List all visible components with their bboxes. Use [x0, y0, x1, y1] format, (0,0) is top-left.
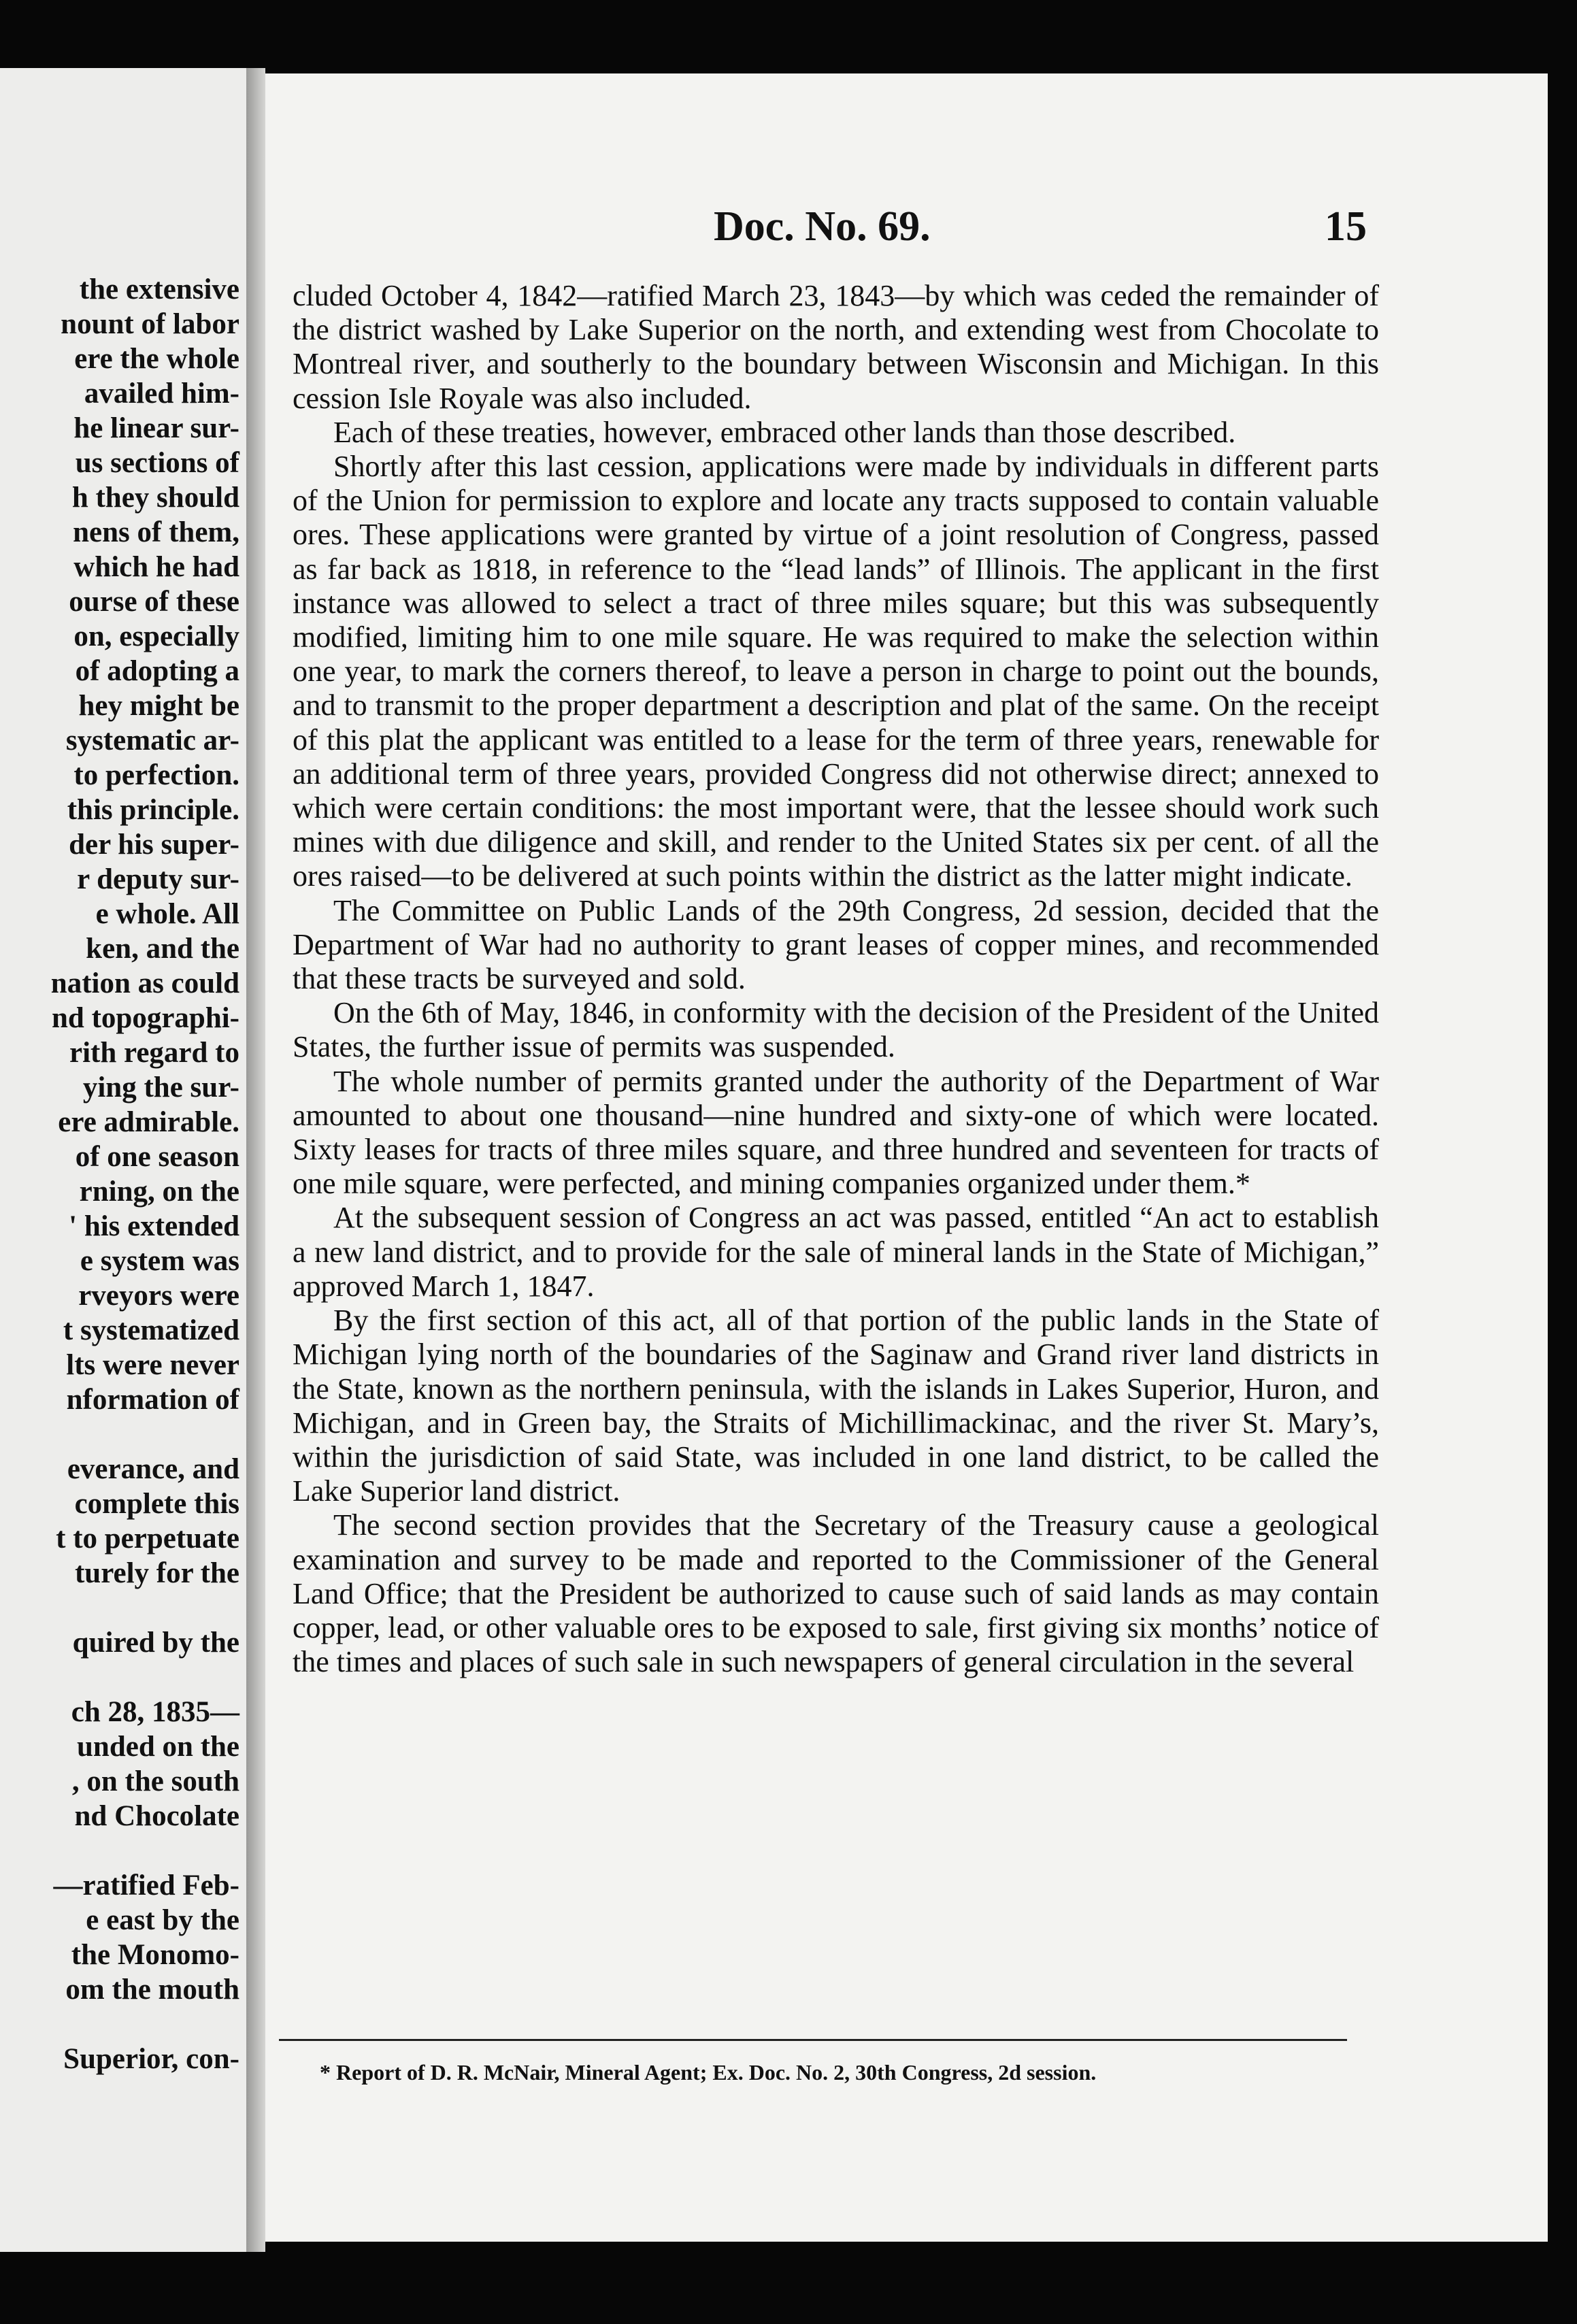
facing-page-line: nount of labor	[61, 308, 239, 340]
facing-page-line: quired by the	[72, 1627, 239, 1659]
facing-page-line: us sections of	[75, 447, 239, 479]
paragraph: cluded October 4, 1842—ratified March 23, 1843—by which was ceded the remainder of the district washed by Lake Superior on the north, and extending west from Chocolate to Montreal river, and southerly to the boundary between Wisconsin and Michigan. In this cession Isle Royale was also included.	[293, 279, 1379, 415]
facing-page-line: turely for the	[74, 1557, 239, 1589]
facing-page-line: ere admirable.	[58, 1106, 239, 1138]
facing-page-line: rning, on the	[79, 1176, 239, 1208]
paragraph: Each of these treaties, however, embraced other lands than those described.	[333, 415, 1236, 449]
paragraph: The second section provides that the Secretary of the Treasury cause a geological examination and survey to be made and reported to the Commissioner of the General Land Office; that the President be authorized to cause such of said lands as may contain copper, lead, or other valuable ores to be exposed to sale, first giving six months’ notice of the times and places of such sale in such newspapers of general circulation in the several	[293, 1508, 1379, 1679]
facing-page-blank-line	[0, 1660, 239, 1695]
facing-page-line: of adopting a	[75, 655, 239, 687]
facing-page-line: ourse of these	[69, 586, 239, 618]
facing-page-line: r deputy sur-	[77, 863, 239, 895]
facing-page-line: nd topographi-	[52, 1002, 239, 1034]
facing-page-line: , on the south	[71, 1765, 239, 1797]
facing-page-line: lts were never	[66, 1349, 239, 1381]
facing-page-line: he linear sur-	[73, 412, 239, 444]
facing-page-line: om the mouth	[65, 1974, 239, 2006]
facing-page-line: e system was	[80, 1245, 239, 1277]
facing-page-line: this principle.	[67, 794, 239, 826]
facing-page-line: on, especially	[73, 620, 239, 652]
paragraph: By the first section of this act, all of that portion of the public lands in the State of Michigan lying north of the boundaries of the Saginaw and Grand river land districts in the State, known as the northern peninsula, with the islands in Lakes Superior, Huron, and Michigan, and in Green bay, the Straits of Michillimackinac, and the river St. Mary’s, within the jurisdiction of said State, was included in one land district, to be called the Lake Superior land district.	[293, 1304, 1379, 1508]
paragraph: The Committee on Public Lands of the 29th Congress, 2d session, decided that the Department of War had no authority to grant leases of copper mines, and recommended that these tracts be surveyed and sold.	[293, 893, 1379, 996]
facing-page-line: ying the sur-	[82, 1072, 239, 1103]
document-title: Doc. No. 69.	[714, 203, 931, 250]
facing-page-text-column	[0, 272, 239, 2076]
paragraph: The whole number of permits granted under the authority of the Department of War amounted to about one thousand—nine hundred and sixty-one of which were located. Sixty leases for tracts of three miles square, and three hundred and seventeen for tracts of one mile square, were perfected, and mining companies organized under them.*	[293, 1064, 1379, 1201]
facing-page-line: of one season	[75, 1141, 239, 1173]
facing-page-line: nformation of	[66, 1384, 239, 1416]
facing-page-line: h they should	[71, 482, 239, 514]
footnote-rule	[279, 2039, 1347, 2041]
facing-page-line: nation as could	[50, 967, 239, 999]
facing-page-line: nd Chocolate	[74, 1800, 239, 1832]
facing-page-line: t to perpetuate	[56, 1523, 239, 1555]
facing-page-line: unded on the	[77, 1731, 239, 1763]
facing-page-left	[0, 68, 248, 2252]
facing-page-line: rith regard to	[69, 1037, 239, 1069]
facing-page-line: everance, and	[67, 1453, 239, 1485]
facing-page-line: the Monomo-	[71, 1939, 239, 1971]
facing-page-line: —ratified Feb-	[53, 1870, 239, 1902]
paragraph: On the 6th of May, 1846, in conformity with the decision of the President of the United States, the further issue of permits was suspended.	[293, 996, 1379, 1064]
facing-page-line: which he had	[73, 551, 239, 583]
paragraph: Shortly after this last cession, applications were made by individuals in different parts of the Union for permission to explore and locate any tracts supposed to contain valuable ores. These applications were granted by virtue of a joint resolution of Congress, passed as far back as 1818, in reference to the “lead lands” of Illinois. The applicant in the first instance was allowed to select a tract of three miles square; but this was subsequently modified, limiting him to one mile square. He was required to make the selection within one year, to mark the corners thereof, to leave a person in charge to point out the bounds, and to transmit to the proper department a description and plat of the same. On the receipt of this plat the applicant was entitled to a lease for the term of three years, renewable for an additional term of three years, provided Congress did not otherwise direct; annexed to which were certain conditions: the most important were, that the lessee should work such mines with due diligence and skill, and render to the United States six per cent. of all the ores raised—to be delivered at such points within the district as the latter might indicate.	[293, 450, 1379, 893]
facing-page-blank-line	[0, 1417, 239, 1452]
facing-page-line: ' his extended	[69, 1210, 239, 1242]
facing-page-line: ken, and the	[86, 933, 239, 965]
facing-page-line: der his super-	[69, 829, 239, 861]
book-gutter	[246, 68, 265, 2252]
paragraph: At the subsequent session of Congress an act was passed, entitled “An act to establish a new land district, and to provide for the sale of mineral lands in the State of Michigan,” approved March 1, 1847.	[293, 1201, 1379, 1303]
facing-page-line: to perfection.	[73, 759, 239, 791]
facing-page-blank-line	[0, 2007, 239, 2042]
facing-page-line: Superior, con-	[63, 2043, 239, 2075]
running-header	[265, 203, 1379, 257]
facing-page-line: t systematized	[63, 1314, 239, 1346]
facing-page-line: ere the whole	[74, 343, 239, 375]
facing-page-line: hey might be	[78, 690, 239, 722]
facing-page-line: complete this	[74, 1488, 239, 1520]
facing-page-line: rveyors were	[78, 1280, 239, 1312]
facing-page-line: e east by the	[86, 1904, 239, 1936]
facing-page-blank-line	[0, 1833, 239, 1868]
facing-page-line: availed him-	[84, 378, 239, 410]
page	[265, 73, 1548, 2242]
facing-page-blank-line	[0, 1591, 239, 1625]
facing-page-line: ch 28, 1835—	[71, 1696, 239, 1728]
facing-page-line: nens of them,	[73, 516, 239, 548]
page-number: 15	[1325, 203, 1367, 250]
body-text	[293, 279, 1379, 1679]
footnote: * Report of D. R. McNair, Mineral Agent; Ex. Doc. No. 2, 30th Congress, 2d session.	[320, 2060, 1097, 2085]
facing-page-line: e whole. All	[95, 898, 239, 930]
facing-page-line: systematic ar-	[65, 725, 239, 757]
facing-page-line: the extensive	[79, 273, 239, 305]
